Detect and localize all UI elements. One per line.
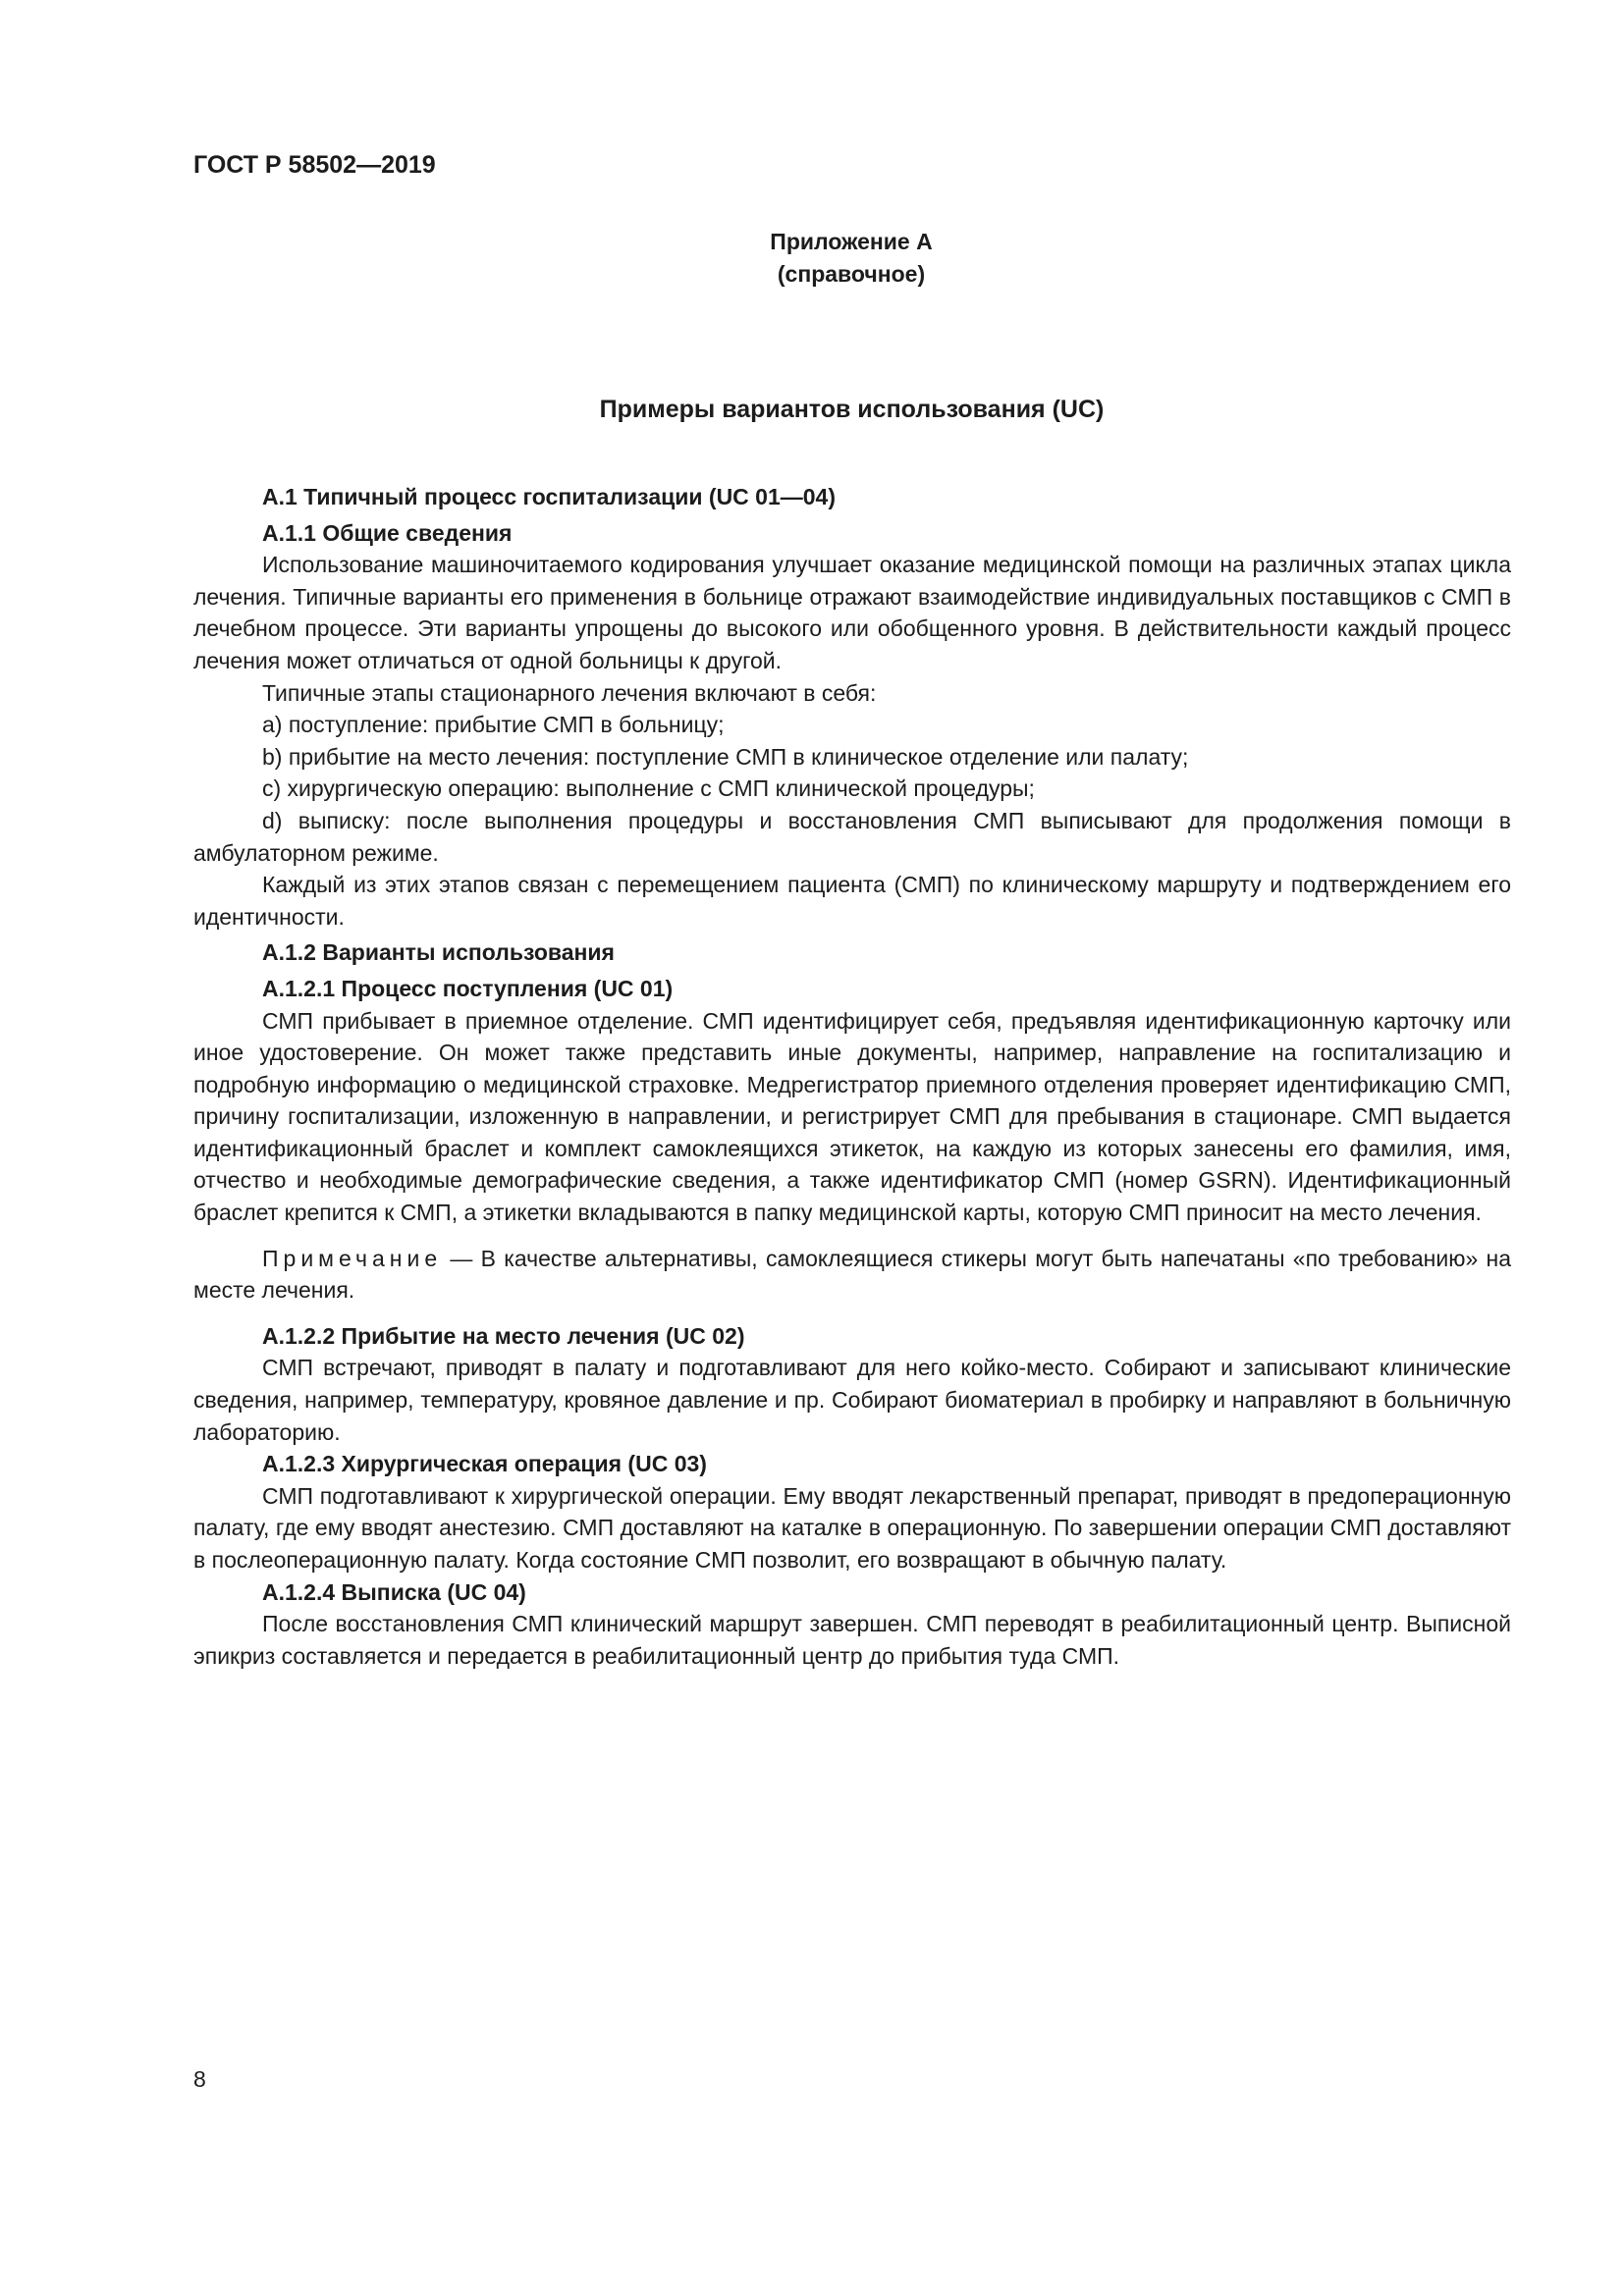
paragraph: Использование машиночитаемого кодирования улучшает оказание медицинской помощи на различных этапах цикла лечения. Типичные варианты его применения в больнице отражают взаимодействие индивидуальных поставщиков с СМП в лечебном процессе. Эти варианты упрощены до высокого или обобщенного уровня. В действительности каждый процесс лечения может отличаться от одной больницы к другой.	[193, 552, 1511, 673]
note	[193, 1243, 1511, 1307]
section-heading-a124: А.1.2.4 Выписка (UC 04)	[262, 1578, 526, 1605]
document-header: ГОСТ Р 58502—2019	[193, 151, 436, 179]
paragraph: СМП прибывает в приемное отделение. СМП идентифицирует себя, предъявляя идентификационную карточку или иное удостоверение. Он может также представить иные документы, например, направление на госпитализацию и подробную информацию о медицинской страховке. Медрегистратор приемного отделения проверяет идентификацию СМП, причину госпитализации, изложенную в направлении, и регистрирует СМП для пребывания в стационаре. СМП выдается идентификационный браслет и комплект самоклеящихся этикеток, на каждую из которых занесены его фамилия, имя, отчество и необходимые демографические сведения, а также идентификатор СМП (номер GSRN). Идентификационный браслет крепится к СМП, а этикетки вкладываются в папку медицинской карты, которую СМП приносит на место лечения.	[193, 1007, 1511, 1226]
section-heading-a122: А.1.2.2 Прибытие на место лечения (UC 02)	[262, 1322, 745, 1349]
section-heading-a123: А.1.2.3 Хирургическая операция (UC 03)	[262, 1451, 707, 1477]
appendix-title: Приложение А	[770, 229, 933, 254]
document-body	[193, 481, 1511, 1672]
appendix-subtitle: (справочное)	[777, 261, 926, 287]
list-item: b) прибытие на место лечения: поступление СМП в клиническое отделение или палату;	[262, 743, 1189, 770]
paragraph: Каждый из этих этапов связан с перемещением пациента (СМП) по клиническому маршруту и подтверждением его идентичности.	[193, 872, 1511, 930]
section-heading-a121: А.1.2.1 Процесс поступления (UC 01)	[262, 975, 674, 1001]
list-item: a) поступление: прибытие СМП в больницу;	[262, 712, 725, 738]
paragraph: Типичные этапы стационарного лечения включают в себя:	[262, 679, 877, 706]
paragraph: СМП встречают, приводят в палату и подготавливают для него койко-место. Собирают и записывают клинические сведения, например, температуру, кровяное давление и пр. Собирают биоматериал в пробирку и направляют в больничную лабораторию.	[193, 1355, 1511, 1445]
section-heading-a12: А.1.2 Варианты использования	[262, 939, 615, 966]
main-title: Примеры вариантов использования (UC)	[599, 396, 1105, 423]
list-item: c) хирургическую операцию: выполнение с СМП клинической процедуры;	[262, 775, 1035, 802]
paragraph: После восстановления СМП клинический маршрут завершен. СМП переводят в реабилитационный центр. Выписной эпикриз составляется и передается в реабилитационный центр до прибытия туда СМП.	[193, 1611, 1511, 1669]
note-label: Примечание	[262, 1245, 443, 1271]
paragraph: СМП подготавливают к хирургической операции. Ему вводят лекарственный препарат, приводят в предоперационную палату, где ему вводят анестезию. СМП доставляют на каталке в операционную. По завершении операции СМП доставляют в послеоперационную палату. Когда состояние СМП позволит, его возвращают в обычную палату.	[193, 1482, 1511, 1573]
section-heading-a1: А.1 Типичный процесс госпитализации (UC 01—04)	[262, 484, 837, 509]
page-number: 8	[193, 2066, 206, 2092]
list-item: d) выписку: после выполнения процедуры и восстановления СМП выписывают для продолжения помощи в амбулаторном режиме.	[193, 807, 1511, 866]
note-text: — В качестве альтернативы, самоклеящиеся стикеры могут быть напечатаны «по требованию» на месте лечения.	[193, 1245, 1511, 1304]
section-heading-a11: А.1.1 Общие сведения	[262, 519, 513, 546]
